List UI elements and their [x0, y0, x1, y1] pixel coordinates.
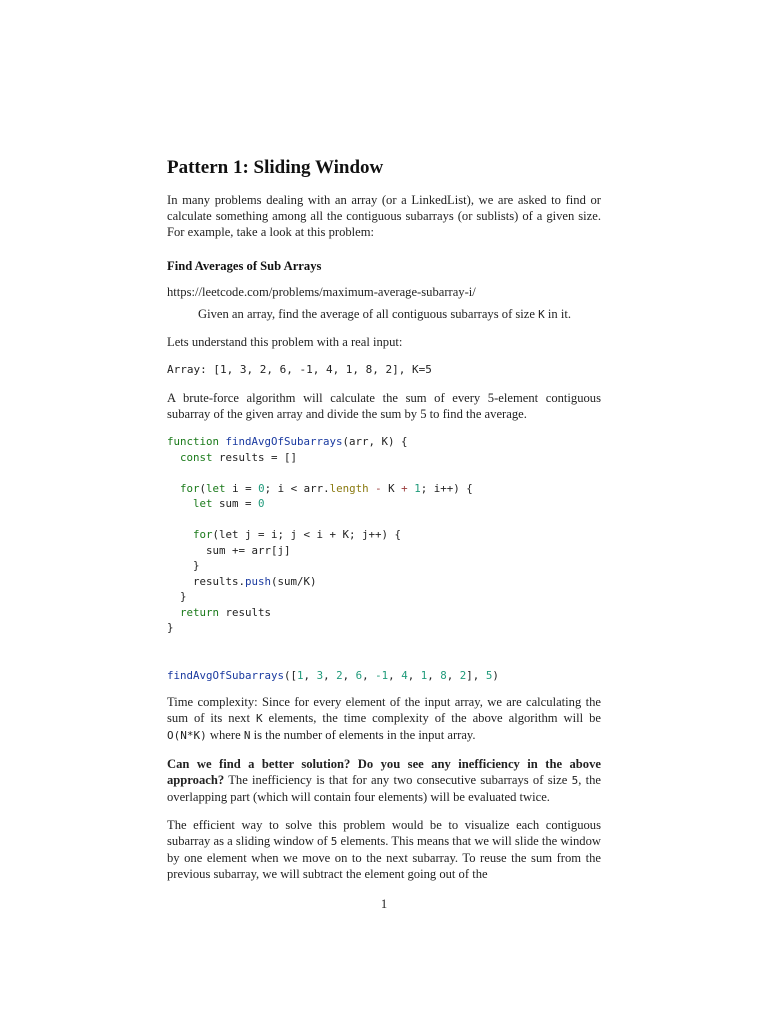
better-solution-paragraph: [167, 756, 601, 805]
close-brace-inner: }: [193, 559, 200, 572]
return-val: results: [219, 605, 272, 619]
lets-understand-paragraph: Lets understand this problem with a real input:: [167, 335, 403, 349]
for1-c: K: [388, 481, 402, 495]
call-value: 6: [355, 668, 363, 682]
problem-statement: [198, 306, 578, 323]
op-minus: -: [368, 481, 389, 495]
call-value: 3: [316, 668, 324, 682]
call-k: 5: [485, 668, 493, 682]
kw-const: const: [180, 450, 213, 464]
call-separator: ,: [303, 668, 317, 682]
call-value: 1: [420, 668, 428, 682]
better-bold: Can we find a better solution? Do you see any inefficiency in the above approach?: [167, 756, 601, 787]
results-var: results.: [193, 574, 246, 588]
tc-text-2: elements, the time complexity of the above algorithm will be: [262, 710, 601, 725]
num-zero-2: 0: [258, 497, 265, 510]
close-brace-outer: }: [180, 590, 187, 603]
time-complexity-paragraph: [167, 694, 601, 744]
call-separator: ,: [323, 668, 337, 682]
tc-text-1: Time complexity: Since for every element of the input array, we are calculating the sum of its next: [167, 694, 601, 725]
close-brace-fn: }: [167, 621, 174, 634]
call-values: [297, 669, 466, 682]
eff-five: 5: [330, 834, 338, 848]
tc-n: N: [243, 728, 251, 742]
page-content: [167, 156, 601, 894]
tc-onk: O(N*K): [167, 728, 207, 742]
push-args: (sum/K): [271, 574, 317, 588]
call-value: 8: [440, 668, 447, 682]
for1-d: ; i++) {: [420, 481, 473, 495]
eff-text-2: elements. This means that we will slide the window by one element when we move on to the next subarray. To reuse the sum from the previous subarray, we will subtract the element going out of the: [167, 833, 601, 881]
quote-text-2: in it.: [544, 307, 572, 321]
array-input: Array: [1, 3, 2, 6, -1, 4, 1, 8, 2], K=5: [167, 363, 432, 376]
sum-decl: sum =: [212, 497, 259, 510]
page-title: Pattern 1: Sliding Window: [167, 157, 384, 178]
fn-name: findAvgOfSubarrays: [225, 435, 343, 448]
fn-params: (arr, K) {: [342, 435, 408, 448]
section-heading: Find Averages of Sub Arrays: [167, 259, 322, 273]
call-open: ([: [284, 668, 298, 682]
call-value: 4: [401, 668, 408, 682]
call-separator: ,: [342, 668, 356, 682]
tc-text-3: where: [206, 727, 244, 742]
page-number: 1: [380, 897, 388, 911]
results-decl: results = []: [212, 450, 298, 464]
kw-for-2: for: [193, 528, 213, 541]
call-value: 1: [297, 668, 304, 682]
tc-k: K: [255, 711, 263, 725]
quote-text-1: Given an array, find the average of all contiguous subarrays of size: [198, 307, 535, 321]
kw-let-1: let: [206, 481, 226, 495]
call-separator: ,: [388, 668, 402, 682]
call-close: ): [492, 668, 499, 682]
kw-let-2: let: [193, 497, 213, 510]
call-fn-name: findAvgOfSubarrays: [167, 668, 285, 682]
kw-function: function: [167, 435, 220, 448]
better-text-2: , the overlapping part (which will contain four elements) will be evaluated twice.: [167, 772, 601, 804]
op-plus: +: [401, 481, 408, 495]
code-block: [167, 434, 601, 636]
call-separator: ,: [407, 668, 421, 682]
call-separator: ,: [427, 668, 441, 682]
problem-url: https://leetcode.com/problems/maximum-average-subarray-i/: [167, 285, 476, 299]
eff-text-1: The efficient way to solve this problem would be to visualize each contiguous subarray as a sliding window of: [167, 817, 601, 848]
sum-add: sum += arr[j]: [206, 543, 291, 557]
tc-text-4: is the number of elements in the input array.: [250, 727, 476, 742]
quote-k: K: [538, 308, 545, 321]
call-value: -1: [375, 668, 389, 682]
for1-a: i =: [225, 481, 259, 495]
intro-paragraph: In many problems dealing with an array (or a LinkedList), we are asked to find or calculate something among all the contiguous subarrays (or sublists) of a given size. For example, take a look at this problem:: [167, 193, 601, 239]
for1-open: (: [199, 481, 207, 495]
call-separator: ,: [446, 668, 460, 682]
num-zero-1: 0: [258, 481, 265, 495]
num-one: 1: [414, 481, 421, 495]
fn-push: push: [245, 574, 272, 588]
kw-for-1: for: [180, 481, 200, 495]
better-text-1: The inefficiency is that for any two consecutive subarrays of size: [224, 772, 572, 787]
efficient-paragraph: [167, 817, 601, 882]
better-five: 5: [571, 773, 579, 787]
call-value: 2: [459, 668, 467, 682]
call-value: 2: [336, 668, 343, 682]
brute-force-paragraph: A brute-force algorithm will calculate the sum of every 5-element contiguous subarray of the given array and divide the sum by 5 to find the average.: [167, 391, 601, 421]
function-call: [167, 668, 601, 684]
for2-a: (let j = i; j < i + K; j++) {: [212, 528, 402, 541]
for1-b: ; i < arr.: [264, 481, 330, 495]
prop-length: length: [329, 481, 369, 495]
call-separator: ,: [362, 668, 376, 682]
kw-return: return: [180, 605, 220, 619]
call-close-array: ],: [466, 668, 486, 682]
